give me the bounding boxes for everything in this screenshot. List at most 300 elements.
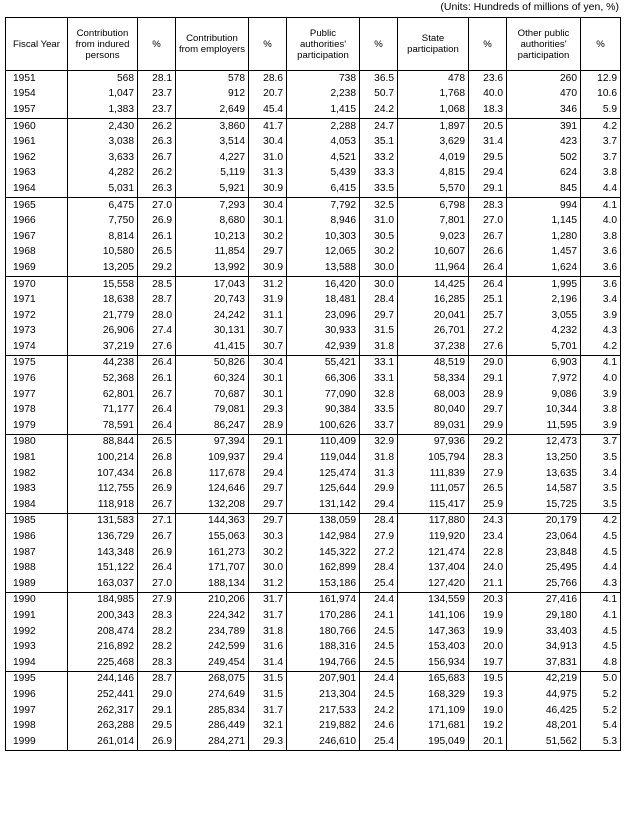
cell-state: 171,109 bbox=[398, 703, 469, 719]
cell-pct-state: 29.2 bbox=[469, 434, 507, 450]
header-insured: Contribution from indured persons bbox=[68, 18, 138, 71]
cell-state: 68,003 bbox=[398, 387, 469, 403]
cell-pct-employers: 30.2 bbox=[249, 545, 287, 561]
cell-pct-public: 24.5 bbox=[360, 639, 398, 655]
cell-pct-public: 32.5 bbox=[360, 197, 398, 213]
cell-employers: 284,271 bbox=[176, 734, 249, 750]
cell-employers: 3,514 bbox=[176, 134, 249, 150]
cell-pct-employers: 32.1 bbox=[249, 718, 287, 734]
cell-public: 1,415 bbox=[287, 102, 360, 118]
cell-state: 105,794 bbox=[398, 450, 469, 466]
cell-employers: 8,680 bbox=[176, 213, 249, 229]
cell-pct-employers: 30.9 bbox=[249, 260, 287, 276]
cell-state: 80,040 bbox=[398, 402, 469, 418]
cell-state: 168,329 bbox=[398, 687, 469, 703]
cell-pct-state: 29.1 bbox=[469, 181, 507, 197]
cell-state: 3,629 bbox=[398, 134, 469, 150]
cell-pct-insured: 26.7 bbox=[138, 387, 176, 403]
cell-pct-employers: 31.7 bbox=[249, 608, 287, 624]
cell-employers: 578 bbox=[176, 71, 249, 87]
cell-pct-employers: 29.7 bbox=[249, 481, 287, 497]
cell-pct-other: 3.4 bbox=[581, 466, 621, 482]
cell-pct-insured: 26.5 bbox=[138, 434, 176, 450]
cell-pct-employers: 45.4 bbox=[249, 102, 287, 118]
cell-pct-public: 32.8 bbox=[360, 387, 398, 403]
cell-pct-state: 19.9 bbox=[469, 624, 507, 640]
cell-insured: 26,906 bbox=[68, 324, 138, 340]
cell-other: 4,232 bbox=[507, 324, 581, 340]
cell-employers: 4,227 bbox=[176, 150, 249, 166]
cell-pct-employers: 30.1 bbox=[249, 387, 287, 403]
cell-pct-employers: 29.3 bbox=[249, 734, 287, 750]
cell-employers: 41,415 bbox=[176, 339, 249, 355]
cell-pct-employers: 29.3 bbox=[249, 402, 287, 418]
cell-pct-insured: 26.8 bbox=[138, 466, 176, 482]
cell-pct-state: 18.3 bbox=[469, 102, 507, 118]
cell-public: 4,053 bbox=[287, 134, 360, 150]
cell-insured: 88,844 bbox=[68, 434, 138, 450]
cell-pct-other: 4.3 bbox=[581, 324, 621, 340]
cell-pct-employers: 30.4 bbox=[249, 355, 287, 371]
cell-other: 1,995 bbox=[507, 276, 581, 292]
cell-pct-state: 22.8 bbox=[469, 545, 507, 561]
cell-pct-public: 28.4 bbox=[360, 292, 398, 308]
cell-other: 14,587 bbox=[507, 481, 581, 497]
cell-employers: 7,293 bbox=[176, 197, 249, 213]
cell-pct-insured: 26.5 bbox=[138, 245, 176, 261]
cell-insured: 13,205 bbox=[68, 260, 138, 276]
cell-pct-other: 4.0 bbox=[581, 213, 621, 229]
cell-pct-employers: 31.5 bbox=[249, 671, 287, 687]
cell-pct-public: 33.1 bbox=[360, 355, 398, 371]
cell-employers: 60,324 bbox=[176, 371, 249, 387]
cell-public: 23,096 bbox=[287, 308, 360, 324]
table-row bbox=[6, 245, 621, 261]
table-row bbox=[6, 87, 621, 103]
cell-other: 3,055 bbox=[507, 308, 581, 324]
table-row bbox=[6, 560, 621, 576]
cell-fiscal-year: 1972 bbox=[6, 308, 68, 324]
cell-pct-state: 24.0 bbox=[469, 560, 507, 576]
cell-pct-public: 24.1 bbox=[360, 608, 398, 624]
cell-state: 37,238 bbox=[398, 339, 469, 355]
header-pct-public: % bbox=[360, 18, 398, 71]
table-body bbox=[6, 71, 621, 751]
cell-pct-other: 5.2 bbox=[581, 687, 621, 703]
cell-pct-state: 20.3 bbox=[469, 592, 507, 608]
cell-pct-employers: 30.7 bbox=[249, 339, 287, 355]
cell-pct-employers: 31.2 bbox=[249, 576, 287, 592]
cell-pct-insured: 26.2 bbox=[138, 118, 176, 134]
header-public: Public authorities' participation bbox=[287, 18, 360, 71]
cell-fiscal-year: 1997 bbox=[6, 703, 68, 719]
table-row bbox=[6, 529, 621, 545]
cell-insured: 44,238 bbox=[68, 355, 138, 371]
cell-pct-other: 12.9 bbox=[581, 71, 621, 87]
cell-state: 156,934 bbox=[398, 655, 469, 671]
cell-pct-insured: 29.5 bbox=[138, 718, 176, 734]
cell-pct-other: 3.9 bbox=[581, 308, 621, 324]
cell-public: 131,142 bbox=[287, 497, 360, 513]
cell-state: 134,559 bbox=[398, 592, 469, 608]
cell-fiscal-year: 1984 bbox=[6, 497, 68, 513]
cell-pct-state: 31.4 bbox=[469, 134, 507, 150]
cell-pct-insured: 28.7 bbox=[138, 292, 176, 308]
table-row bbox=[6, 434, 621, 450]
cell-employers: 224,342 bbox=[176, 608, 249, 624]
cell-pct-employers: 31.6 bbox=[249, 639, 287, 655]
cell-insured: 18,638 bbox=[68, 292, 138, 308]
cell-pct-employers: 31.7 bbox=[249, 703, 287, 719]
cell-pct-other: 5.3 bbox=[581, 734, 621, 750]
cell-employers: 155,063 bbox=[176, 529, 249, 545]
cell-pct-state: 25.1 bbox=[469, 292, 507, 308]
cell-insured: 8,814 bbox=[68, 229, 138, 245]
cell-state: 111,057 bbox=[398, 481, 469, 497]
table-row bbox=[6, 608, 621, 624]
cell-pct-other: 4.5 bbox=[581, 624, 621, 640]
cell-state: 478 bbox=[398, 71, 469, 87]
header-fiscal-year: Fiscal Year bbox=[6, 18, 68, 71]
cell-other: 34,913 bbox=[507, 639, 581, 655]
cell-pct-employers: 30.7 bbox=[249, 324, 287, 340]
cell-state: 121,474 bbox=[398, 545, 469, 561]
cell-fiscal-year: 1979 bbox=[6, 418, 68, 434]
cell-pct-public: 28.4 bbox=[360, 560, 398, 576]
cell-public: 125,644 bbox=[287, 481, 360, 497]
table-row bbox=[6, 197, 621, 213]
cell-fiscal-year: 1957 bbox=[6, 102, 68, 118]
cell-state: 4,019 bbox=[398, 150, 469, 166]
cell-public: 8,946 bbox=[287, 213, 360, 229]
cell-fiscal-year: 1974 bbox=[6, 339, 68, 355]
cell-pct-other: 4.1 bbox=[581, 355, 621, 371]
cell-fiscal-year: 1985 bbox=[6, 513, 68, 529]
cell-employers: 5,921 bbox=[176, 181, 249, 197]
cell-pct-state: 27.6 bbox=[469, 339, 507, 355]
table-row bbox=[6, 387, 621, 403]
cell-pct-insured: 26.9 bbox=[138, 481, 176, 497]
cell-pct-insured: 26.4 bbox=[138, 355, 176, 371]
cell-employers: 79,081 bbox=[176, 402, 249, 418]
cell-employers: 3,860 bbox=[176, 118, 249, 134]
cell-public: 66,306 bbox=[287, 371, 360, 387]
cell-pct-employers: 29.7 bbox=[249, 245, 287, 261]
cell-state: 115,417 bbox=[398, 497, 469, 513]
cell-pct-insured: 28.3 bbox=[138, 608, 176, 624]
cell-pct-state: 20.1 bbox=[469, 734, 507, 750]
cell-public: 162,899 bbox=[287, 560, 360, 576]
header-pct-employers: % bbox=[249, 18, 287, 71]
cell-other: 845 bbox=[507, 181, 581, 197]
cell-pct-employers: 30.1 bbox=[249, 213, 287, 229]
cell-state: 4,815 bbox=[398, 166, 469, 182]
cell-other: 25,766 bbox=[507, 576, 581, 592]
cell-pct-insured: 26.3 bbox=[138, 134, 176, 150]
cell-insured: 136,729 bbox=[68, 529, 138, 545]
cell-fiscal-year: 1962 bbox=[6, 150, 68, 166]
cell-pct-employers: 29.4 bbox=[249, 466, 287, 482]
cell-pct-public: 27.2 bbox=[360, 545, 398, 561]
cell-employers: 109,937 bbox=[176, 450, 249, 466]
cell-state: 48,519 bbox=[398, 355, 469, 371]
cell-pct-other: 3.7 bbox=[581, 134, 621, 150]
cell-employers: 268,075 bbox=[176, 671, 249, 687]
cell-fiscal-year: 1999 bbox=[6, 734, 68, 750]
cell-public: 5,439 bbox=[287, 166, 360, 182]
cell-state: 117,880 bbox=[398, 513, 469, 529]
cell-employers: 912 bbox=[176, 87, 249, 103]
cell-insured: 3,633 bbox=[68, 150, 138, 166]
cell-public: 188,316 bbox=[287, 639, 360, 655]
cell-public: 4,521 bbox=[287, 150, 360, 166]
cell-pct-other: 4.2 bbox=[581, 118, 621, 134]
cell-other: 25,495 bbox=[507, 560, 581, 576]
cell-employers: 2,649 bbox=[176, 102, 249, 118]
cell-insured: 62,801 bbox=[68, 387, 138, 403]
cell-pct-employers: 29.7 bbox=[249, 513, 287, 529]
cell-pct-state: 19.5 bbox=[469, 671, 507, 687]
cell-other: 502 bbox=[507, 150, 581, 166]
cell-public: 138,059 bbox=[287, 513, 360, 529]
table-row bbox=[6, 181, 621, 197]
cell-employers: 24,242 bbox=[176, 308, 249, 324]
cell-state: 171,681 bbox=[398, 718, 469, 734]
cell-pct-insured: 27.1 bbox=[138, 513, 176, 529]
cell-public: 7,792 bbox=[287, 197, 360, 213]
cell-pct-employers: 30.9 bbox=[249, 181, 287, 197]
cell-employers: 144,363 bbox=[176, 513, 249, 529]
cell-pct-employers: 30.2 bbox=[249, 229, 287, 245]
cell-pct-insured: 26.9 bbox=[138, 734, 176, 750]
cell-public: 55,421 bbox=[287, 355, 360, 371]
cell-fiscal-year: 1988 bbox=[6, 560, 68, 576]
cell-other: 1,145 bbox=[507, 213, 581, 229]
cell-fiscal-year: 1992 bbox=[6, 624, 68, 640]
cell-pct-public: 33.5 bbox=[360, 402, 398, 418]
cell-other: 994 bbox=[507, 197, 581, 213]
cell-pct-public: 32.9 bbox=[360, 434, 398, 450]
table-row bbox=[6, 418, 621, 434]
cell-pct-state: 27.0 bbox=[469, 213, 507, 229]
cell-insured: 262,317 bbox=[68, 703, 138, 719]
cell-public: 170,286 bbox=[287, 608, 360, 624]
cell-pct-other: 3.5 bbox=[581, 450, 621, 466]
cell-fiscal-year: 1994 bbox=[6, 655, 68, 671]
cell-pct-other: 4.8 bbox=[581, 655, 621, 671]
cell-insured: 71,177 bbox=[68, 402, 138, 418]
cell-state: 137,404 bbox=[398, 560, 469, 576]
cell-pct-other: 5.0 bbox=[581, 671, 621, 687]
cell-state: 89,031 bbox=[398, 418, 469, 434]
cell-employers: 242,599 bbox=[176, 639, 249, 655]
cell-insured: 208,474 bbox=[68, 624, 138, 640]
cell-pct-other: 4.4 bbox=[581, 560, 621, 576]
table-row bbox=[6, 481, 621, 497]
cell-pct-state: 19.7 bbox=[469, 655, 507, 671]
cell-pct-employers: 28.6 bbox=[249, 71, 287, 87]
table-row bbox=[6, 513, 621, 529]
cell-employers: 20,743 bbox=[176, 292, 249, 308]
table-row bbox=[6, 276, 621, 292]
cell-insured: 5,031 bbox=[68, 181, 138, 197]
cell-pct-state: 20.0 bbox=[469, 639, 507, 655]
table-row bbox=[6, 308, 621, 324]
cell-fiscal-year: 1996 bbox=[6, 687, 68, 703]
cell-other: 13,635 bbox=[507, 466, 581, 482]
table-row bbox=[6, 703, 621, 719]
cell-fiscal-year: 1967 bbox=[6, 229, 68, 245]
cell-pct-insured: 26.4 bbox=[138, 560, 176, 576]
cell-pct-employers: 31.2 bbox=[249, 276, 287, 292]
cell-insured: 244,146 bbox=[68, 671, 138, 687]
cell-insured: 10,580 bbox=[68, 245, 138, 261]
cell-other: 1,280 bbox=[507, 229, 581, 245]
cell-state: 10,607 bbox=[398, 245, 469, 261]
cell-pct-employers: 31.7 bbox=[249, 592, 287, 608]
cell-pct-public: 33.2 bbox=[360, 150, 398, 166]
cell-public: 194,766 bbox=[287, 655, 360, 671]
cell-pct-public: 31.3 bbox=[360, 466, 398, 482]
cell-other: 9,086 bbox=[507, 387, 581, 403]
cell-fiscal-year: 1951 bbox=[6, 71, 68, 87]
table-row bbox=[6, 687, 621, 703]
cell-other: 23,064 bbox=[507, 529, 581, 545]
table-row bbox=[6, 260, 621, 276]
cell-public: 90,384 bbox=[287, 402, 360, 418]
cell-other: 624 bbox=[507, 166, 581, 182]
cell-insured: 163,037 bbox=[68, 576, 138, 592]
cell-insured: 225,468 bbox=[68, 655, 138, 671]
table-row bbox=[6, 545, 621, 561]
cell-fiscal-year: 1986 bbox=[6, 529, 68, 545]
cell-state: 6,798 bbox=[398, 197, 469, 213]
cell-pct-public: 28.4 bbox=[360, 513, 398, 529]
cell-insured: 6,475 bbox=[68, 197, 138, 213]
cell-other: 42,219 bbox=[507, 671, 581, 687]
cell-pct-public: 24.5 bbox=[360, 624, 398, 640]
cell-pct-state: 28.9 bbox=[469, 387, 507, 403]
cell-employers: 17,043 bbox=[176, 276, 249, 292]
cell-public: 13,588 bbox=[287, 260, 360, 276]
cell-pct-employers: 28.9 bbox=[249, 418, 287, 434]
cell-pct-insured: 27.4 bbox=[138, 324, 176, 340]
cell-pct-public: 25.4 bbox=[360, 734, 398, 750]
cell-other: 37,831 bbox=[507, 655, 581, 671]
cell-pct-employers: 29.7 bbox=[249, 497, 287, 513]
cell-insured: 131,583 bbox=[68, 513, 138, 529]
cell-pct-other: 4.4 bbox=[581, 181, 621, 197]
cell-public: 207,901 bbox=[287, 671, 360, 687]
cell-pct-other: 4.0 bbox=[581, 371, 621, 387]
cell-pct-employers: 30.4 bbox=[249, 197, 287, 213]
cell-public: 77,090 bbox=[287, 387, 360, 403]
cell-pct-state: 19.0 bbox=[469, 703, 507, 719]
cell-pct-state: 28.3 bbox=[469, 197, 507, 213]
cell-state: 97,936 bbox=[398, 434, 469, 450]
cell-pct-employers: 20.7 bbox=[249, 87, 287, 103]
table-row bbox=[6, 134, 621, 150]
cell-pct-insured: 28.7 bbox=[138, 671, 176, 687]
cell-fiscal-year: 1965 bbox=[6, 197, 68, 213]
cell-insured: 78,591 bbox=[68, 418, 138, 434]
cell-pct-state: 29.0 bbox=[469, 355, 507, 371]
cell-insured: 100,214 bbox=[68, 450, 138, 466]
cell-public: 142,984 bbox=[287, 529, 360, 545]
cell-pct-public: 35.1 bbox=[360, 134, 398, 150]
cell-fiscal-year: 1966 bbox=[6, 213, 68, 229]
cell-pct-public: 31.0 bbox=[360, 213, 398, 229]
cell-pct-employers: 30.3 bbox=[249, 529, 287, 545]
cell-pct-insured: 29.1 bbox=[138, 703, 176, 719]
cell-pct-state: 29.4 bbox=[469, 166, 507, 182]
cell-pct-public: 29.9 bbox=[360, 481, 398, 497]
cell-pct-public: 30.5 bbox=[360, 229, 398, 245]
cell-fiscal-year: 1987 bbox=[6, 545, 68, 561]
header-state: State participation bbox=[398, 18, 469, 71]
cell-pct-other: 4.5 bbox=[581, 639, 621, 655]
cell-pct-other: 3.6 bbox=[581, 245, 621, 261]
cell-pct-public: 27.9 bbox=[360, 529, 398, 545]
cell-pct-insured: 27.6 bbox=[138, 339, 176, 355]
cell-fiscal-year: 1995 bbox=[6, 671, 68, 687]
cell-pct-other: 3.5 bbox=[581, 497, 621, 513]
cell-pct-other: 3.8 bbox=[581, 229, 621, 245]
cell-state: 1,068 bbox=[398, 102, 469, 118]
cell-employers: 286,449 bbox=[176, 718, 249, 734]
cell-public: 119,044 bbox=[287, 450, 360, 466]
table-row bbox=[6, 213, 621, 229]
cell-pct-insured: 26.4 bbox=[138, 418, 176, 434]
cell-public: 153,186 bbox=[287, 576, 360, 592]
cell-insured: 143,348 bbox=[68, 545, 138, 561]
cell-pct-state: 29.9 bbox=[469, 418, 507, 434]
cell-pct-other: 4.5 bbox=[581, 545, 621, 561]
table-row bbox=[6, 466, 621, 482]
cell-fiscal-year: 1993 bbox=[6, 639, 68, 655]
cell-other: 20,179 bbox=[507, 513, 581, 529]
cell-other: 12,473 bbox=[507, 434, 581, 450]
cell-pct-employers: 31.8 bbox=[249, 624, 287, 640]
cell-other: 27,416 bbox=[507, 592, 581, 608]
cell-employers: 171,707 bbox=[176, 560, 249, 576]
cell-employers: 161,273 bbox=[176, 545, 249, 561]
cell-employers: 188,134 bbox=[176, 576, 249, 592]
cell-pct-other: 3.4 bbox=[581, 292, 621, 308]
cell-state: 7,801 bbox=[398, 213, 469, 229]
cell-pct-other: 4.1 bbox=[581, 197, 621, 213]
cell-other: 391 bbox=[507, 118, 581, 134]
cell-employers: 132,208 bbox=[176, 497, 249, 513]
units-note: (Units: Hundreds of millions of yen, %) bbox=[440, 1, 619, 13]
cell-pct-insured: 29.0 bbox=[138, 687, 176, 703]
cell-fiscal-year: 1964 bbox=[6, 181, 68, 197]
cell-other: 7,972 bbox=[507, 371, 581, 387]
cell-pct-insured: 26.7 bbox=[138, 529, 176, 545]
cell-pct-employers: 30.4 bbox=[249, 134, 287, 150]
cell-pct-state: 29.1 bbox=[469, 371, 507, 387]
cell-pct-public: 24.4 bbox=[360, 671, 398, 687]
cell-employers: 124,646 bbox=[176, 481, 249, 497]
cell-employers: 117,678 bbox=[176, 466, 249, 482]
cell-pct-public: 24.5 bbox=[360, 655, 398, 671]
cell-pct-insured: 29.2 bbox=[138, 260, 176, 276]
cell-pct-other: 3.7 bbox=[581, 150, 621, 166]
cell-other: 46,425 bbox=[507, 703, 581, 719]
cell-state: 1,768 bbox=[398, 87, 469, 103]
cell-pct-public: 31.8 bbox=[360, 339, 398, 355]
cell-pct-public: 24.4 bbox=[360, 592, 398, 608]
